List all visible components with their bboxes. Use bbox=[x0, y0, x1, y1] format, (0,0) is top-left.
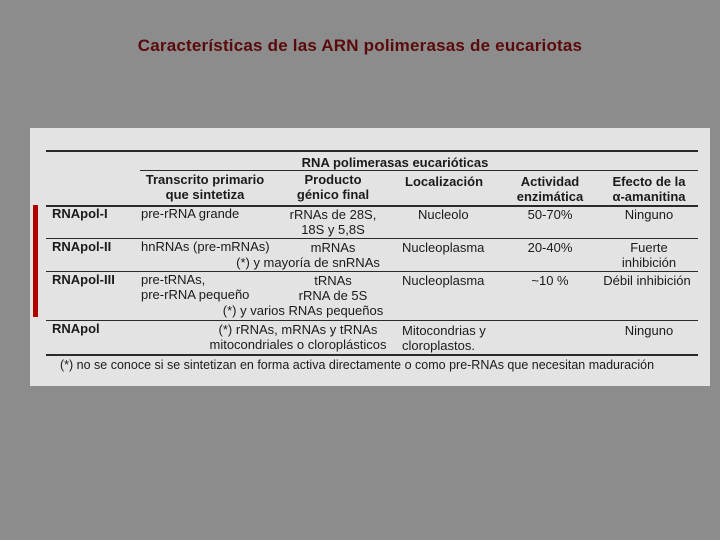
table-top-rule bbox=[46, 150, 698, 152]
header-location: Localización bbox=[405, 174, 484, 189]
row-product: rRNA de 5S bbox=[298, 288, 368, 303]
row-effect: Ninguno bbox=[624, 207, 674, 222]
row-product: rRNAs de 28S, bbox=[289, 207, 377, 222]
row-divider bbox=[46, 320, 698, 321]
row-location: Mitocondrias y bbox=[402, 323, 486, 338]
header-activity-line2: enzimática bbox=[516, 189, 584, 204]
super-header: RNA polimerasas eucarióticas bbox=[301, 155, 489, 170]
row-transcript: pre-rRNA pequeño bbox=[141, 287, 250, 302]
row-product: tRNAs bbox=[314, 273, 352, 288]
row-transcript: (*) rRNAs, mRNAs y tRNAs bbox=[218, 322, 378, 337]
header-transcript-line2: que sintetiza bbox=[165, 187, 245, 202]
row-activity: 50-70% bbox=[527, 207, 573, 222]
row-transcript: pre-rRNA grande bbox=[141, 206, 240, 221]
header-activity-line1: Actividad bbox=[520, 174, 580, 189]
row-activity: 20-40% bbox=[527, 240, 573, 255]
row-name: RNApol bbox=[52, 321, 100, 336]
header-transcript-line1: Transcrito primario bbox=[145, 172, 265, 187]
row-product: (*) y mayoría de snRNAs bbox=[236, 255, 380, 270]
header-product-line2: génico final bbox=[296, 187, 370, 202]
row-effect: inhibición bbox=[621, 255, 677, 270]
row-location: Nucleoplasma bbox=[402, 240, 485, 255]
row-transcript: hnRNAs (pre-mRNAs) bbox=[141, 239, 270, 254]
row-product: mRNAs bbox=[310, 240, 356, 255]
header-effect-line1: Efecto de la bbox=[612, 174, 686, 189]
row-effect: Débil inhibición bbox=[603, 273, 691, 288]
row-product: 18S y 5,8S bbox=[301, 222, 365, 237]
row-effect: Fuerte bbox=[630, 240, 668, 255]
slide-title: Características de las ARN polimerasas de eucariotas bbox=[137, 36, 583, 55]
table-bottom-rule bbox=[46, 354, 698, 356]
row-activity: ~10 % bbox=[531, 273, 569, 288]
row-name: RNApol-I bbox=[52, 206, 108, 221]
row-location: Nucleolo bbox=[418, 207, 469, 222]
header-effect-line2: α-amanitina bbox=[612, 189, 686, 204]
red-marker-bar bbox=[33, 205, 38, 317]
row-transcript: mitocondriales o cloroplásticos bbox=[209, 337, 387, 352]
row-transcript: pre-tRNAs, bbox=[141, 272, 206, 287]
row-effect: Ninguno bbox=[624, 323, 674, 338]
table-footnote: (*) no se conoce si se sintetizan en forma activa directamente o como pre-RNAs que necesitan maduración bbox=[60, 358, 655, 372]
row-location: cloroplastos. bbox=[402, 338, 475, 353]
row-location: Nucleoplasma bbox=[402, 273, 485, 288]
row-product: (*) y varios RNAs pequeños bbox=[222, 303, 384, 318]
row-name: RNApol-III bbox=[52, 272, 115, 287]
header-product-line1: Producto bbox=[304, 172, 362, 187]
super-header-rule bbox=[140, 170, 698, 171]
row-name: RNApol-II bbox=[52, 239, 112, 254]
